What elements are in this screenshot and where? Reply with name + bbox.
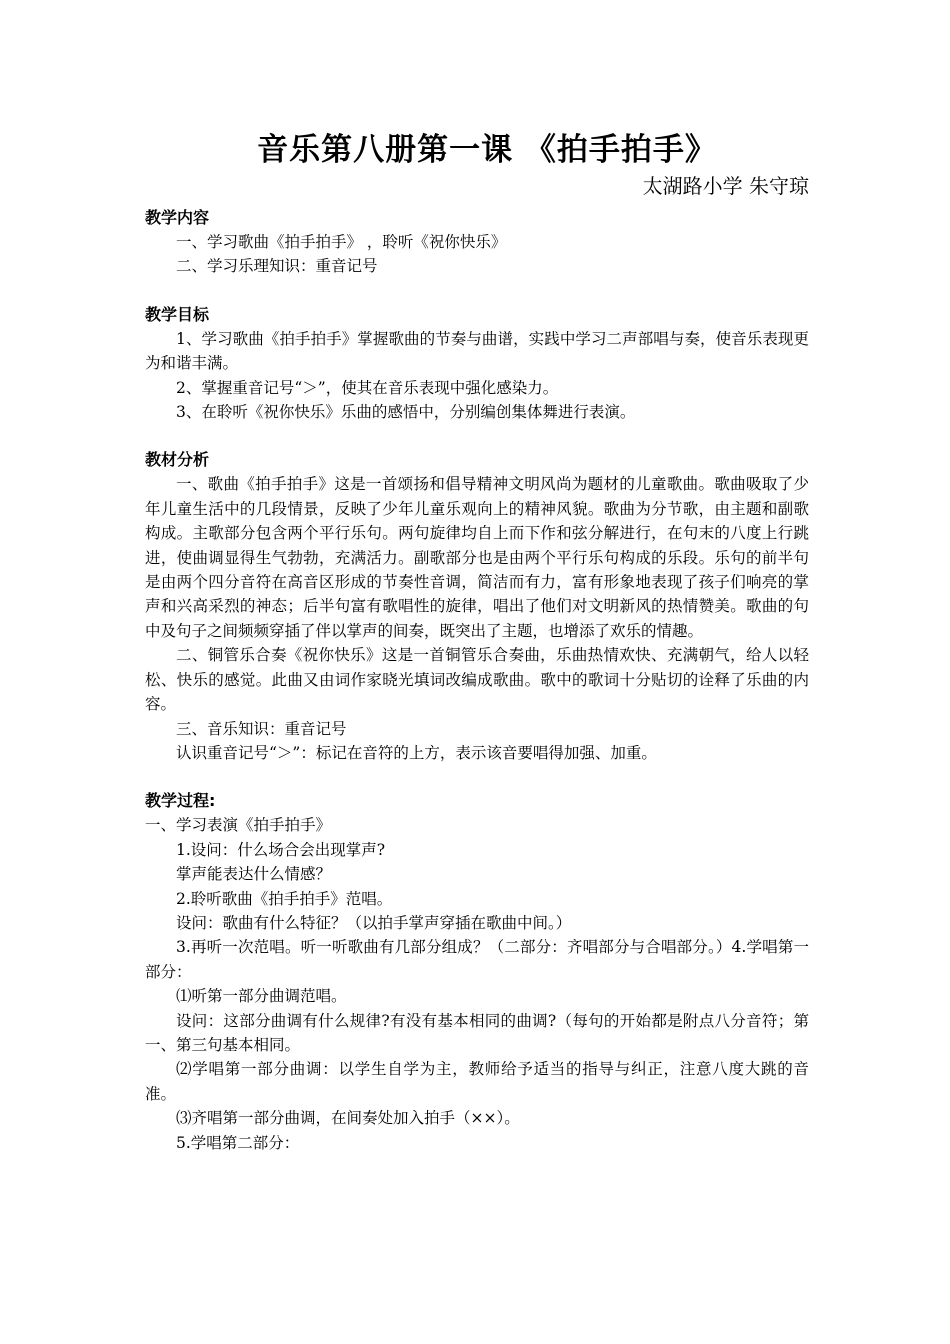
section-heading: 教学内容 [145, 208, 210, 227]
section-heading: 教学目标 [145, 304, 210, 324]
paragraph: 一、歌曲《拍手拍手》这是一首颂扬和倡导精神文明风尚为题材的儿童歌曲。歌曲吸取了少年儿童生活中的几段情景，反映了少年儿童乐观向上的精神风貌。歌曲为分节歌，由主题和副歌构成。主歌部分包含两个平行乐句。两句旋律均自上而下作和弦分解进行，在句末的八度上行跳进，使曲调显得生气勃勃，充满活力。副歌部分也是由两个平行乐句构成的乐段。乐句的前半句是由两个四分音符在高音区形成的节奏性音调，简洁而有力，富有形象地表现了孩子们响亮的掌声和兴高采烈的神态；后半句富有歌唱性的旋律，唱出了他们对文明新风的热情赞美。歌曲的句中及句子之间频频穿插了伴以掌声的间奏，既突出了主题，也增添了欢乐的情趣。 [145, 475, 809, 640]
paragraph: 3.再听一次范唱。听一听歌曲有几部分组成？（二部分：齐唱部分与合唱部分。）4.学唱第一部分： [145, 938, 809, 981]
paragraph: 二、学习乐理知识：重音记号 [176, 257, 378, 276]
paragraph: ⑶齐唱第一部分曲调，在间奏处加入拍手（××）。 [176, 1109, 520, 1128]
section-material-analysis [145, 448, 809, 765]
paragraph: 设问：这部分曲调有什么规律?有没有基本相同的曲调?（每句的开始都是附点八分音符；第一、第三句基本相同。 [145, 1011, 809, 1054]
document-page [145, 128, 809, 1155]
paragraph: 一、学习歌曲《拍手拍手》 ，聆听《祝你快乐》 [176, 233, 507, 251]
author-line: 太湖路小学 朱守琼 [642, 174, 809, 198]
paragraph: 5.学唱第二部分： [176, 1133, 300, 1152]
section-teaching-content [145, 206, 809, 279]
paragraph: 掌声能表达什么情感？ [176, 865, 332, 884]
spacer [145, 765, 809, 789]
document-title: 音乐第八册第一课 《拍手拍手》 [257, 132, 717, 168]
paragraph: 1.设问：什么场合会出现掌声? [176, 840, 386, 859]
section-teaching-goals [145, 303, 809, 425]
spacer [145, 424, 809, 448]
section-teaching-process [145, 789, 809, 1155]
section-heading: 教材分析 [145, 450, 210, 470]
paragraph: 设问：歌曲有什么特征？（以拍手掌声穿插在歌曲中间。） [176, 913, 572, 932]
paragraph: 2、掌握重音记号“＞”，使其在音乐表现中强化感染力。 [176, 378, 559, 397]
paragraph: 1、学习歌曲《拍手拍手》掌握歌曲的节奏与曲谱，实践中学习二声部唱与奏，使音乐表现更为和谐丰满。 [145, 329, 809, 373]
paragraph: 二、铜管乐合奏《祝你快乐》这是一首铜管乐合奏曲，乐曲热情欢快、充满朝气，给人以轻松、快乐的感觉。此曲又由词作家晓光填词改编成歌曲。歌中的歌词十分贴切的诠释了乐曲的内容。 [145, 646, 809, 714]
paragraph: ⑵学唱第一部分曲调：以学生自学为主，教师给予适当的指导与纠正，注意八度大跳的音准。 [145, 1060, 809, 1103]
paragraph: 认识重音记号“＞”：标记在音符的上方，表示该音要唱得加强、加重。 [176, 743, 657, 762]
paragraph: 3、在聆听《祝你快乐》乐曲的感悟中，分别编创集体舞进行表演。 [176, 403, 636, 422]
paragraph: 一、学习表演《拍手拍手》 [145, 816, 332, 835]
paragraph: 2.聆听歌曲《拍手拍手》范唱。 [176, 889, 393, 908]
paragraph: ⑴听第一部分曲调范唱。 [176, 987, 347, 1006]
section-heading: 教学过程: [145, 791, 216, 811]
spacer [145, 279, 809, 303]
paragraph: 三、音乐知识：重音记号 [176, 719, 347, 738]
